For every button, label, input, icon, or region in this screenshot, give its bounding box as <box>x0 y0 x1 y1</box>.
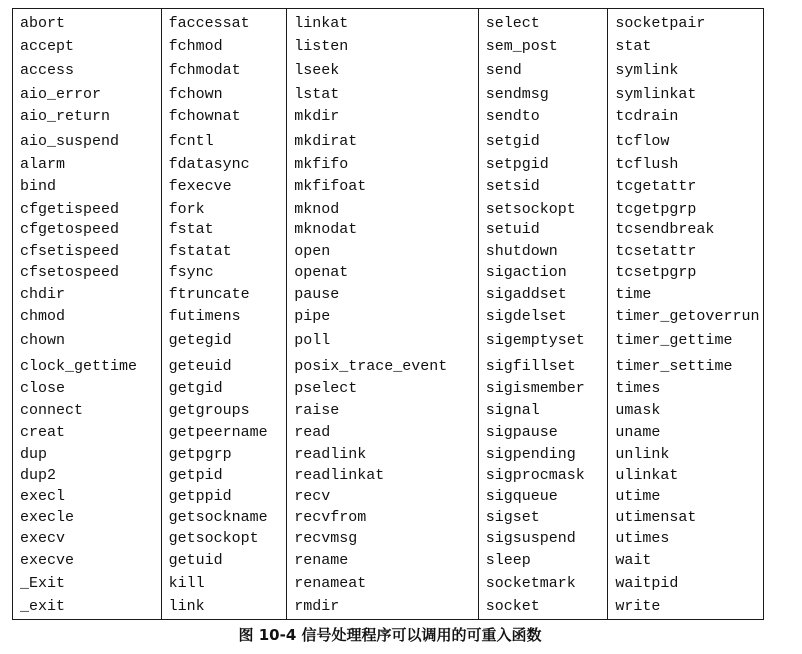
function-name-cell: shutdown <box>485 243 558 260</box>
function-name-cell: dup <box>20 446 48 463</box>
function-name-cell: fstat <box>168 221 214 238</box>
function-name-cell: recv <box>294 488 331 505</box>
function-name-cell: fexecve <box>168 178 232 195</box>
function-name-cell: pselect <box>294 380 358 397</box>
function-name-cell: tcsendbreak <box>615 221 715 238</box>
function-name-cell: tcgetattr <box>615 178 697 195</box>
function-name-cell: getuid <box>168 552 223 569</box>
function-name-cell: faccessat <box>168 15 250 32</box>
function-name-cell: futimens <box>168 308 241 325</box>
function-name-cell: fchownat <box>168 108 241 125</box>
function-name-cell: sigpending <box>485 446 576 463</box>
function-name-cell: execl <box>20 488 66 505</box>
function-name-cell: setsid <box>485 178 540 195</box>
function-name-cell: ftruncate <box>168 286 250 303</box>
function-name-cell: close <box>20 380 66 397</box>
function-name-cell: timer_gettime <box>615 332 733 349</box>
function-name-cell: openat <box>294 264 349 281</box>
function-name-cell: socketpair <box>615 15 706 32</box>
function-name-cell: sigpause <box>485 424 558 441</box>
function-name-cell: kill <box>168 575 205 592</box>
function-name-cell: sigset <box>485 509 540 526</box>
function-name-cell: linkat <box>294 15 349 32</box>
function-name-cell: accept <box>20 38 75 55</box>
function-name-cell: recvfrom <box>294 509 367 526</box>
function-name-cell: socketmark <box>485 575 576 592</box>
function-name-cell: poll <box>294 332 331 349</box>
function-name-cell: pipe <box>294 308 331 325</box>
function-name-cell: sigfillset <box>485 358 576 375</box>
function-name-cell: sigqueue <box>485 488 558 505</box>
function-name-cell: cfsetospeed <box>20 264 120 281</box>
function-name-cell: getegid <box>168 332 232 349</box>
function-name-cell: write <box>615 598 661 615</box>
function-name-cell: chown <box>20 332 66 349</box>
function-name-cell: getpid <box>168 467 223 484</box>
function-name-cell: uname <box>615 424 661 441</box>
function-name-cell: timer_settime <box>615 358 733 375</box>
function-name-cell: rmdir <box>294 598 340 615</box>
function-name-cell: getgid <box>168 380 223 397</box>
function-name-cell: mkfifo <box>294 156 349 173</box>
function-name-cell: raise <box>294 402 340 419</box>
function-name-cell: sendmsg <box>485 86 549 103</box>
function-name-cell: connect <box>20 402 84 419</box>
function-name-cell: fstatat <box>168 243 232 260</box>
function-name-cell: aio_error <box>20 86 102 103</box>
function-name-cell: unlink <box>615 446 670 463</box>
function-name-cell: chdir <box>20 286 66 303</box>
function-name-cell: _Exit <box>20 575 66 592</box>
function-name-cell: select <box>485 15 540 32</box>
function-name-cell: utimes <box>615 530 670 547</box>
function-name-cell: fdatasync <box>168 156 250 173</box>
function-name-cell: setpgid <box>485 156 549 173</box>
function-name-cell: wait <box>615 552 652 569</box>
function-name-cell: _exit <box>20 598 66 615</box>
function-name-cell: getpeername <box>168 424 268 441</box>
function-name-cell: cfgetospeed <box>20 221 120 238</box>
function-name-cell: tcgetpgrp <box>615 201 697 218</box>
function-name-cell: timer_getoverrun <box>615 308 760 325</box>
function-name-cell: rename <box>294 552 349 569</box>
function-name-cell: bind <box>20 178 57 195</box>
function-name-cell: fchmodat <box>168 62 241 79</box>
table-column-1 <box>13 9 162 619</box>
function-name-cell: mknod <box>294 201 340 218</box>
table-column-2 <box>162 9 288 619</box>
function-name-cell: fcntl <box>168 133 214 150</box>
function-name-cell: access <box>20 62 75 79</box>
table-column-5 <box>608 9 763 619</box>
function-name-cell: fchown <box>168 86 223 103</box>
function-name-cell: sleep <box>485 552 531 569</box>
function-name-cell: setgid <box>485 133 540 150</box>
function-name-cell: stat <box>615 38 652 55</box>
function-name-cell: fsync <box>168 264 214 281</box>
function-name-cell: aio_return <box>20 108 111 125</box>
function-name-cell: utimensat <box>615 509 697 526</box>
function-name-cell: mkdirat <box>294 133 358 150</box>
function-name-cell: setsockopt <box>485 201 576 218</box>
function-name-cell: getppid <box>168 488 232 505</box>
function-name-cell: execve <box>20 552 75 569</box>
function-name-cell: sem_post <box>485 38 558 55</box>
function-name-cell: renameat <box>294 575 367 592</box>
function-name-cell: readlink <box>294 446 367 463</box>
function-name-cell: mkfifoat <box>294 178 367 195</box>
function-name-cell: aio_suspend <box>20 133 120 150</box>
function-name-cell: link <box>168 598 205 615</box>
function-name-cell: signal <box>485 402 540 419</box>
function-name-cell: umask <box>615 402 661 419</box>
function-name-cell: sendto <box>485 108 540 125</box>
function-name-cell: getsockname <box>168 509 268 526</box>
function-name-cell: execle <box>20 509 75 526</box>
function-name-cell: pause <box>294 286 340 303</box>
function-name-cell: listen <box>294 38 349 55</box>
function-name-cell: socket <box>485 598 540 615</box>
function-name-cell: sigdelset <box>485 308 567 325</box>
function-name-cell: posix_trace_event <box>294 358 448 375</box>
function-name-cell: mknodat <box>294 221 358 238</box>
function-name-cell: sigprocmask <box>485 467 585 484</box>
function-name-cell: abort <box>20 15 66 32</box>
function-name-cell: lstat <box>294 86 340 103</box>
function-name-cell: setuid <box>485 221 540 238</box>
function-name-cell: tcdrain <box>615 108 679 125</box>
function-name-cell: cfgetispeed <box>20 201 120 218</box>
function-name-cell: recvmsg <box>294 530 358 547</box>
function-name-cell: times <box>615 380 661 397</box>
function-name-cell: tcsetattr <box>615 243 697 260</box>
table-column-4 <box>479 9 609 619</box>
figure-caption: 图 10-4 信号处理程序可以调用的可重入函数 <box>238 626 542 644</box>
function-name-cell: execv <box>20 530 66 547</box>
function-name-cell: tcflow <box>615 133 670 150</box>
table-column-3 <box>287 9 478 619</box>
function-name-cell: read <box>294 424 331 441</box>
function-name-cell: symlinkat <box>615 86 697 103</box>
function-name-cell: getgroups <box>168 402 250 419</box>
function-name-cell: mkdir <box>294 108 340 125</box>
function-name-cell: sigismember <box>485 380 585 397</box>
function-name-cell: open <box>294 243 331 260</box>
function-name-cell: utime <box>615 488 661 505</box>
function-name-cell: tcflush <box>615 156 679 173</box>
function-name-cell: dup2 <box>20 467 57 484</box>
function-name-cell: sigaction <box>485 264 567 281</box>
function-name-cell: fchmod <box>168 38 223 55</box>
function-name-cell: getsockopt <box>168 530 259 547</box>
function-name-cell: alarm <box>20 156 66 173</box>
function-name-cell: tcsetpgrp <box>615 264 697 281</box>
function-name-cell: readlinkat <box>294 467 385 484</box>
function-name-cell: sigsuspend <box>485 530 576 547</box>
function-name-cell: getpgrp <box>168 446 232 463</box>
function-name-cell: waitpid <box>615 575 679 592</box>
function-name-cell: geteuid <box>168 358 232 375</box>
function-table <box>12 8 764 620</box>
function-name-cell: sigaddset <box>485 286 567 303</box>
function-name-cell: time <box>615 286 652 303</box>
function-name-cell: ulinkat <box>615 467 679 484</box>
function-name-cell: lseek <box>294 62 340 79</box>
function-name-cell: fork <box>168 201 205 218</box>
function-name-cell: cfsetispeed <box>20 243 120 260</box>
function-name-cell: sigemptyset <box>485 332 585 349</box>
function-name-cell: chmod <box>20 308 66 325</box>
function-name-cell: send <box>485 62 522 79</box>
function-name-cell: symlink <box>615 62 679 79</box>
function-name-cell: clock_gettime <box>20 358 138 375</box>
function-name-cell: creat <box>20 424 66 441</box>
